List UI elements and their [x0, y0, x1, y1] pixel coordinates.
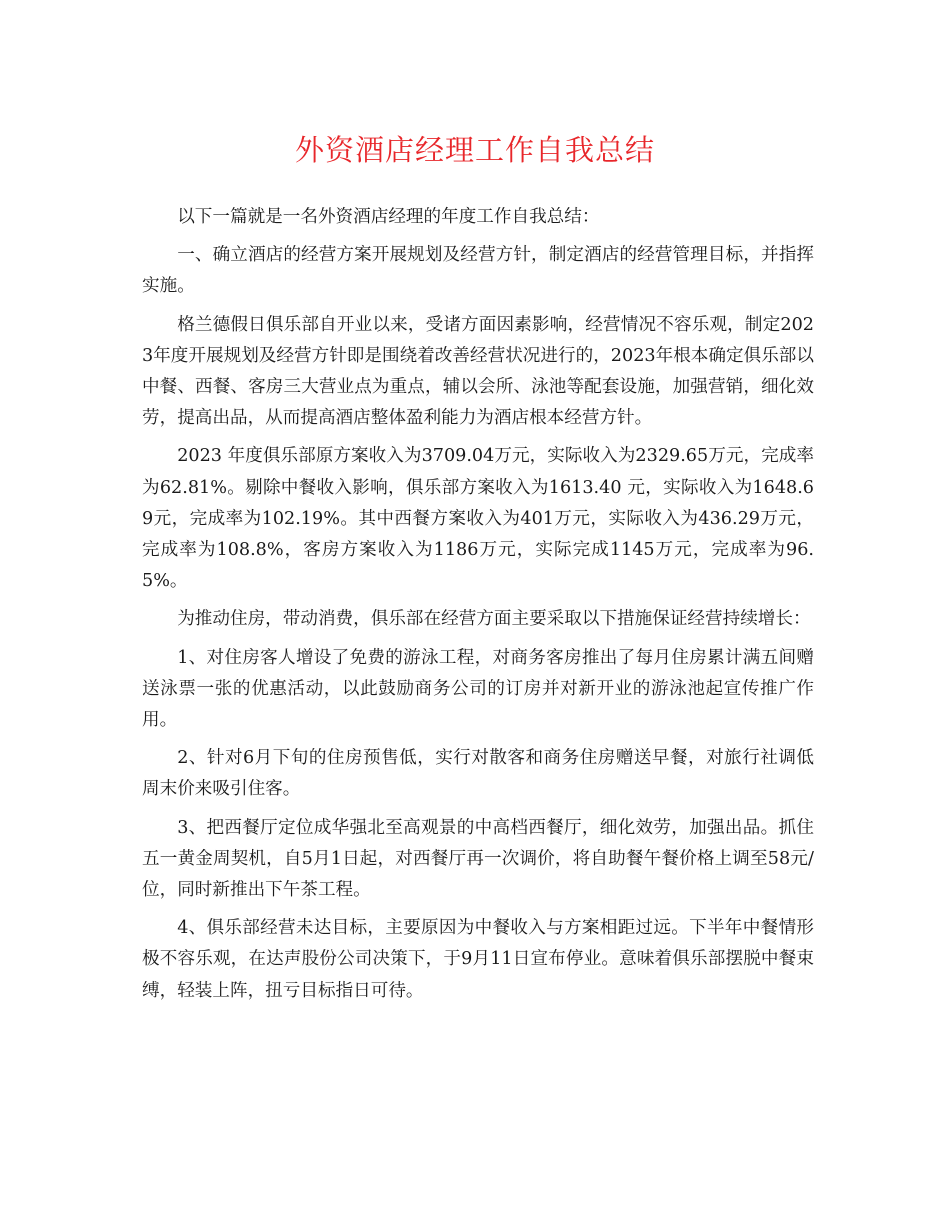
document-body: [142, 202, 814, 1014]
paragraph-measure-2: 2、针对6月下旬的住房预售低，实行对散客和商务住房赠送早餐，对旅行社调低周末价来吸引住客。: [142, 748, 814, 800]
paragraph-strategy: 格兰德假日俱乐部自开业以来，受诸方面因素影响，经营情况不容乐观，制定2023年度开展规划及经营方针即是围绕着改善经营状况进行的，2023年根本确定俱乐部以中餐、西餐、客房三大营业点为重点，辅以会所、泳池等配套设施，加强营销，细化效劳，提高出品，从而提高酒店整体盈利能力为酒店根本经营方针。: [142, 314, 814, 429]
document-title: 外资酒店经理工作自我总结: [294, 133, 655, 167]
paragraph-measures-intro: 为推动住房，带动消费，俱乐部在经营方面主要采取以下措施保证经营持续增长：: [177, 609, 811, 630]
paragraph-measure-3: 3、把西餐厅定位成华强北至高观景的中高档西餐厅，细化效劳，加强出品。抓住五一黄金周契机，自5月1日起，对西餐厅再一次调价，将自助餐午餐价格上调至58元/位，同时新推出下午茶工程。: [142, 817, 814, 901]
paragraph-intro: 以下一篇就是一名外资酒店经理的年度工作自我总结：: [177, 207, 600, 227]
paragraph-section-1-heading: 一、确立酒店的经营方案开展规划及经营方针，制定酒店的经营管理目标，并指挥实施。: [142, 245, 814, 297]
paragraph-revenue: 2023 年度俱乐部原方案收入为3709.04万元，实际收入为2329.65万元，完成率为62.81%。剔除中餐收入影响，俱乐部方案收入为1613.40 元，实际收入为1648.69元，完成率为102.19%。其中西餐方案收入为401万元，实际收入为436.29万元，完成率为108.8%，客房方案收入为1186万元，实际完成1145万元，完成率为96.5%。: [142, 446, 814, 592]
paragraph-measure-1: 1、对住房客人增设了免费的游泳工程，对商务客房推出了每月住房累计满五间赠送泳票一张的优惠活动，以此鼓励商务公司的订房并对新开业的游泳池起宣传推广作用。: [142, 647, 814, 731]
paragraph-measure-4: 4、俱乐部经营未达目标，主要原因为中餐收入与方案相距过远。下半年中餐情形极不容乐观，在达声股份公司决策下，于9月11日宣布停业。意味着俱乐部摆脱中餐束缚，轻装上阵，扭亏目标指日可待。: [142, 918, 814, 1001]
